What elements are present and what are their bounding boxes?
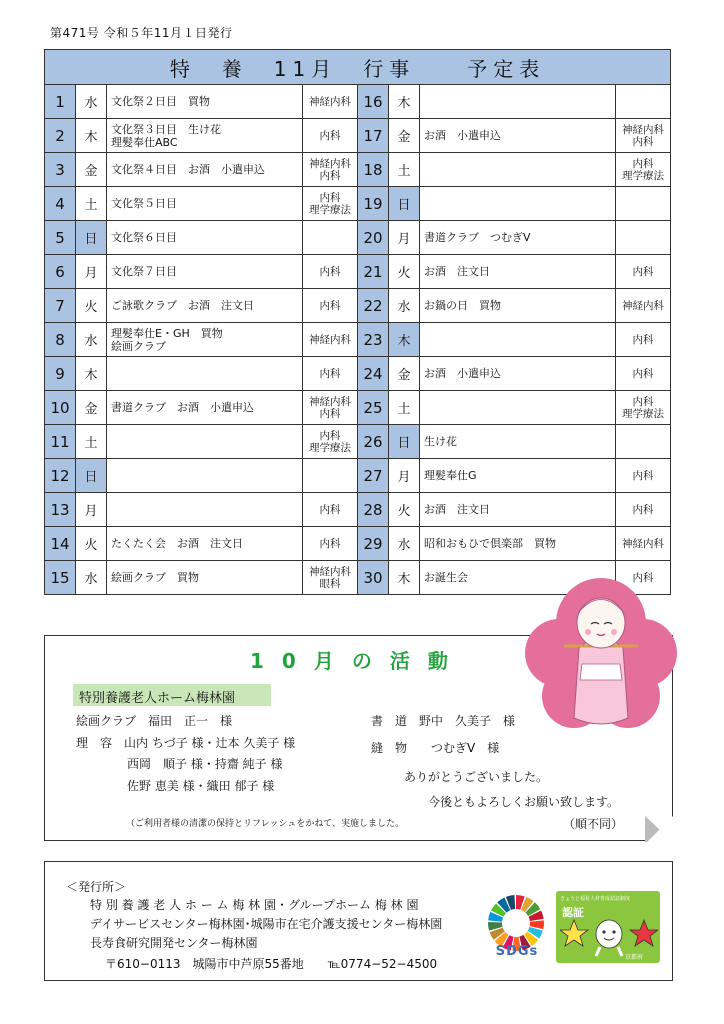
day-events: [107, 425, 303, 459]
event-text: 書道クラブ お酒 小遣申込: [111, 401, 254, 414]
cert-mascot-stars-icon: [560, 914, 658, 958]
day-of-week: 土: [389, 391, 420, 425]
day-clinic: [616, 425, 671, 459]
thanks-line: 今後ともよろしくお願い致します。: [428, 795, 620, 809]
facility-label: 特別養護老人ホーム梅林園: [73, 684, 271, 706]
day-of-week: 月: [389, 459, 420, 493]
clinic-text: 内科: [632, 503, 654, 516]
event-text: 昭和おもひで倶楽部 買物: [424, 537, 556, 550]
day-clinic: [616, 357, 671, 391]
day-of-week: 木: [389, 85, 420, 119]
day-of-week: 金: [389, 119, 420, 153]
clinic-text: 内科: [632, 571, 654, 584]
sdgs-label: SDGs: [495, 944, 539, 959]
day-number: 17: [358, 119, 389, 153]
day-number: 23: [358, 323, 389, 357]
day-number: 24: [358, 357, 389, 391]
day-clinic: [616, 255, 671, 289]
event-text: お酒 小遣申込: [424, 129, 501, 142]
clinic-text: 理学療法: [309, 203, 351, 216]
day-events: [107, 459, 303, 493]
clinic-text: 内科: [632, 333, 654, 346]
day-of-week: 木: [76, 357, 107, 391]
day-number: 15: [45, 561, 76, 595]
publisher-line: 長寿食研究開発センター梅林園: [90, 936, 258, 950]
day-of-week: 火: [389, 493, 420, 527]
publisher-line: 特 別 養 護 老 人 ホ ー ム 梅 林 園・グループホーム 梅 林 園: [90, 898, 419, 912]
day-clinic: [303, 221, 358, 255]
day-of-week: 金: [389, 357, 420, 391]
clinic-text: 神経内科: [309, 157, 351, 170]
day-clinic: [616, 323, 671, 357]
day-events: [420, 187, 616, 221]
day-number: 12: [45, 459, 76, 493]
clinic-text: 神経内科: [309, 333, 351, 346]
day-of-week: 月: [76, 255, 107, 289]
day-events: [107, 255, 303, 289]
schedule-row: [45, 391, 671, 425]
day-clinic: [303, 255, 358, 289]
day-events: [107, 153, 303, 187]
day-number: 16: [358, 85, 389, 119]
day-of-week: 日: [76, 459, 107, 493]
day-events: [420, 527, 616, 561]
schedule-row: [45, 425, 671, 459]
day-clinic: [616, 391, 671, 425]
day-of-week: 水: [389, 289, 420, 323]
event-text: 絵画クラブ 買物: [111, 571, 199, 584]
day-clinic: [616, 187, 671, 221]
cert-title: 認証: [562, 906, 584, 919]
clinic-text: 理学療法: [309, 441, 351, 454]
schedule-row: [45, 187, 671, 221]
publisher-address: 〒610−0113 城陽市中芦原55番地 ℡0774−52−4500: [105, 957, 438, 971]
day-number: 7: [45, 289, 76, 323]
day-number: 27: [358, 459, 389, 493]
day-clinic: [303, 357, 358, 391]
schedule-row: [45, 119, 671, 153]
event-text: 文化祭５日目: [111, 197, 177, 210]
clinic-text: 神経内科: [309, 395, 351, 408]
day-clinic: [303, 323, 358, 357]
day-of-week: 水: [76, 323, 107, 357]
day-of-week: 火: [76, 527, 107, 561]
clinic-text: 内科: [319, 191, 341, 204]
day-number: 9: [45, 357, 76, 391]
day-of-week: 木: [389, 323, 420, 357]
day-number: 4: [45, 187, 76, 221]
day-events: [107, 119, 303, 153]
day-events: [107, 85, 303, 119]
activities-note: （ご利用者様の清潔の保持とリフレッシュをかねて、実施しました。: [126, 819, 404, 829]
day-events: [420, 289, 616, 323]
day-clinic: [616, 459, 671, 493]
clinic-text: 内科: [319, 299, 341, 312]
day-clinic: [616, 85, 671, 119]
clinic-text: 内科: [632, 469, 654, 482]
day-events: [420, 255, 616, 289]
event-text: 文化祭２日目 買物: [111, 95, 210, 108]
schedule-row: [45, 289, 671, 323]
day-events: [107, 493, 303, 527]
cert-footer: 京都府: [625, 954, 644, 961]
schedule-row: [45, 85, 671, 119]
day-number: 6: [45, 255, 76, 289]
day-number: 20: [358, 221, 389, 255]
day-number: 13: [45, 493, 76, 527]
schedule-row: [45, 153, 671, 187]
schedule-row: [45, 323, 671, 357]
day-of-week: 土: [76, 425, 107, 459]
clinic-text: 神経内科: [309, 565, 351, 578]
clinic-text: 内科: [632, 265, 654, 278]
clinic-text: 内科: [319, 537, 341, 550]
clinic-text: 理学療法: [622, 169, 665, 182]
day-of-week: 木: [389, 561, 420, 595]
day-clinic: [616, 289, 671, 323]
publisher-heading: ＜発行所＞: [66, 880, 127, 894]
day-events: [107, 357, 303, 391]
cert-caption: きょうと福祉人材育成認証制度: [560, 896, 631, 902]
day-number: 28: [358, 493, 389, 527]
clinic-text: 内科: [632, 135, 654, 148]
publisher-line: デイサービスセンター梅林園･城陽市在宅介護支援センター梅林園: [90, 917, 443, 931]
event-text: お酒 小遣申込: [424, 367, 501, 380]
event-text: お酒 注文日: [424, 503, 490, 516]
day-events: [420, 85, 616, 119]
event-text: お鍋の日 買物: [424, 299, 501, 312]
clinic-text: 内科: [319, 129, 341, 142]
day-number: 14: [45, 527, 76, 561]
day-events: [420, 357, 616, 391]
activity-line: 書 道 野中 久美子 様: [371, 714, 516, 728]
day-number: 11: [45, 425, 76, 459]
event-text: ご詠歌クラブ お酒 注文日: [111, 299, 254, 312]
clinic-text: 神経内科: [622, 123, 665, 136]
daruma-doll-illustration: [524, 568, 679, 733]
day-events: [107, 527, 303, 561]
day-events: [420, 119, 616, 153]
day-of-week: 火: [389, 255, 420, 289]
issue-info: 第471号 令和５年11月１日発行: [50, 26, 233, 40]
day-number: 30: [358, 561, 389, 595]
day-events: [107, 391, 303, 425]
event-text: 理髪奉仕ABC: [111, 135, 178, 149]
day-number: 25: [358, 391, 389, 425]
event-text: 文化祭４日目 お酒 小遣申込: [111, 163, 265, 176]
day-of-week: 水: [389, 527, 420, 561]
day-number: 3: [45, 153, 76, 187]
event-text: 文化祭６日目: [111, 231, 177, 244]
clinic-text: 神経内科: [622, 299, 665, 312]
day-clinic: [303, 493, 358, 527]
day-clinic: [616, 119, 671, 153]
day-clinic: [616, 153, 671, 187]
thanks-line: ありがとうございました。: [404, 770, 549, 784]
day-clinic: [616, 527, 671, 561]
event-text: 文化祭３日目 生け花: [111, 122, 221, 136]
event-text: 生け花: [424, 435, 457, 448]
day-events: [420, 153, 616, 187]
activity-line: 西岡 順子 様・持齋 純子 様: [127, 757, 283, 771]
clinic-text: 内科: [319, 367, 341, 380]
day-events: [420, 221, 616, 255]
day-number: 10: [45, 391, 76, 425]
day-clinic: [616, 493, 671, 527]
day-clinic: [303, 527, 358, 561]
day-clinic: [303, 85, 358, 119]
day-events: [420, 493, 616, 527]
day-events: [107, 187, 303, 221]
day-of-week: 水: [76, 85, 107, 119]
event-text: 書道クラブ つむぎV: [424, 231, 531, 244]
day-number: 21: [358, 255, 389, 289]
event-text: 理髪奉仕G: [424, 469, 477, 482]
day-number: 19: [358, 187, 389, 221]
clinic-text: 神経内科: [309, 95, 351, 108]
clinic-text: 眼科: [319, 577, 341, 590]
day-of-week: 木: [76, 119, 107, 153]
day-of-week: 日: [76, 221, 107, 255]
day-clinic: [303, 425, 358, 459]
event-text: たくたく会 お酒 注文日: [111, 537, 243, 550]
clinic-text: 理学療法: [622, 407, 665, 420]
day-of-week: 金: [76, 391, 107, 425]
activity-line: 縫 物 つむぎV 様: [371, 741, 500, 755]
clinic-text: 神経内科: [622, 537, 665, 550]
schedule-row: [45, 459, 671, 493]
day-number: 2: [45, 119, 76, 153]
day-of-week: 日: [389, 187, 420, 221]
day-clinic: [303, 187, 358, 221]
activity-line: 絵画クラブ 福田 正一 様: [76, 714, 233, 728]
clinic-text: 内科: [319, 169, 341, 182]
clinic-text: 内科: [632, 157, 654, 170]
schedule-row: [45, 221, 671, 255]
order-note: （順不同）: [563, 817, 624, 831]
event-text: お誕生会: [424, 571, 468, 584]
event-text: 文化祭７日目: [111, 265, 177, 278]
day-events: [107, 289, 303, 323]
day-events: [420, 323, 616, 357]
activity-line: 理 容 山内 ちづ子 様・辻本 久美子 様: [76, 736, 296, 750]
schedule-row: [45, 357, 671, 391]
clinic-text: 内科: [319, 429, 341, 442]
activity-line: 佐野 恵美 様・織田 郁子 様: [127, 779, 275, 793]
day-clinic: [303, 153, 358, 187]
day-number: 26: [358, 425, 389, 459]
day-of-week: 土: [389, 153, 420, 187]
event-text: 絵画クラブ: [111, 339, 166, 353]
activities-title: 10月の活動: [250, 649, 466, 673]
day-clinic: [303, 391, 358, 425]
schedule-row: [45, 527, 671, 561]
day-number: 1: [45, 85, 76, 119]
event-text: 理髪奉仕E・GH 買物: [111, 326, 223, 340]
day-clinic: [303, 561, 358, 595]
day-of-week: 日: [389, 425, 420, 459]
day-number: 29: [358, 527, 389, 561]
day-of-week: 月: [389, 221, 420, 255]
day-clinic: [616, 221, 671, 255]
day-events: [107, 221, 303, 255]
day-clinic: [303, 289, 358, 323]
day-of-week: 火: [76, 289, 107, 323]
event-text: お酒 注文日: [424, 265, 490, 278]
day-clinic: [303, 119, 358, 153]
day-of-week: 土: [76, 187, 107, 221]
day-of-week: 月: [76, 493, 107, 527]
clinic-text: 内科: [319, 265, 341, 278]
schedule-row: [45, 493, 671, 527]
clinic-text: 内科: [632, 367, 654, 380]
schedule-table: [44, 49, 671, 595]
day-clinic: [303, 459, 358, 493]
clinic-text: 内科: [632, 395, 654, 408]
day-events: [107, 561, 303, 595]
day-events: [420, 391, 616, 425]
day-number: 22: [358, 289, 389, 323]
schedule-title: 特 養 11月 行事 予定表: [45, 50, 671, 85]
clinic-text: 内科: [319, 407, 341, 420]
day-of-week: 金: [76, 153, 107, 187]
day-events: [420, 425, 616, 459]
day-number: 8: [45, 323, 76, 357]
clinic-text: 内科: [319, 503, 341, 516]
day-of-week: 水: [76, 561, 107, 595]
schedule-row: [45, 255, 671, 289]
day-events: [107, 323, 303, 357]
day-events: [420, 459, 616, 493]
day-number: 5: [45, 221, 76, 255]
day-number: 18: [358, 153, 389, 187]
